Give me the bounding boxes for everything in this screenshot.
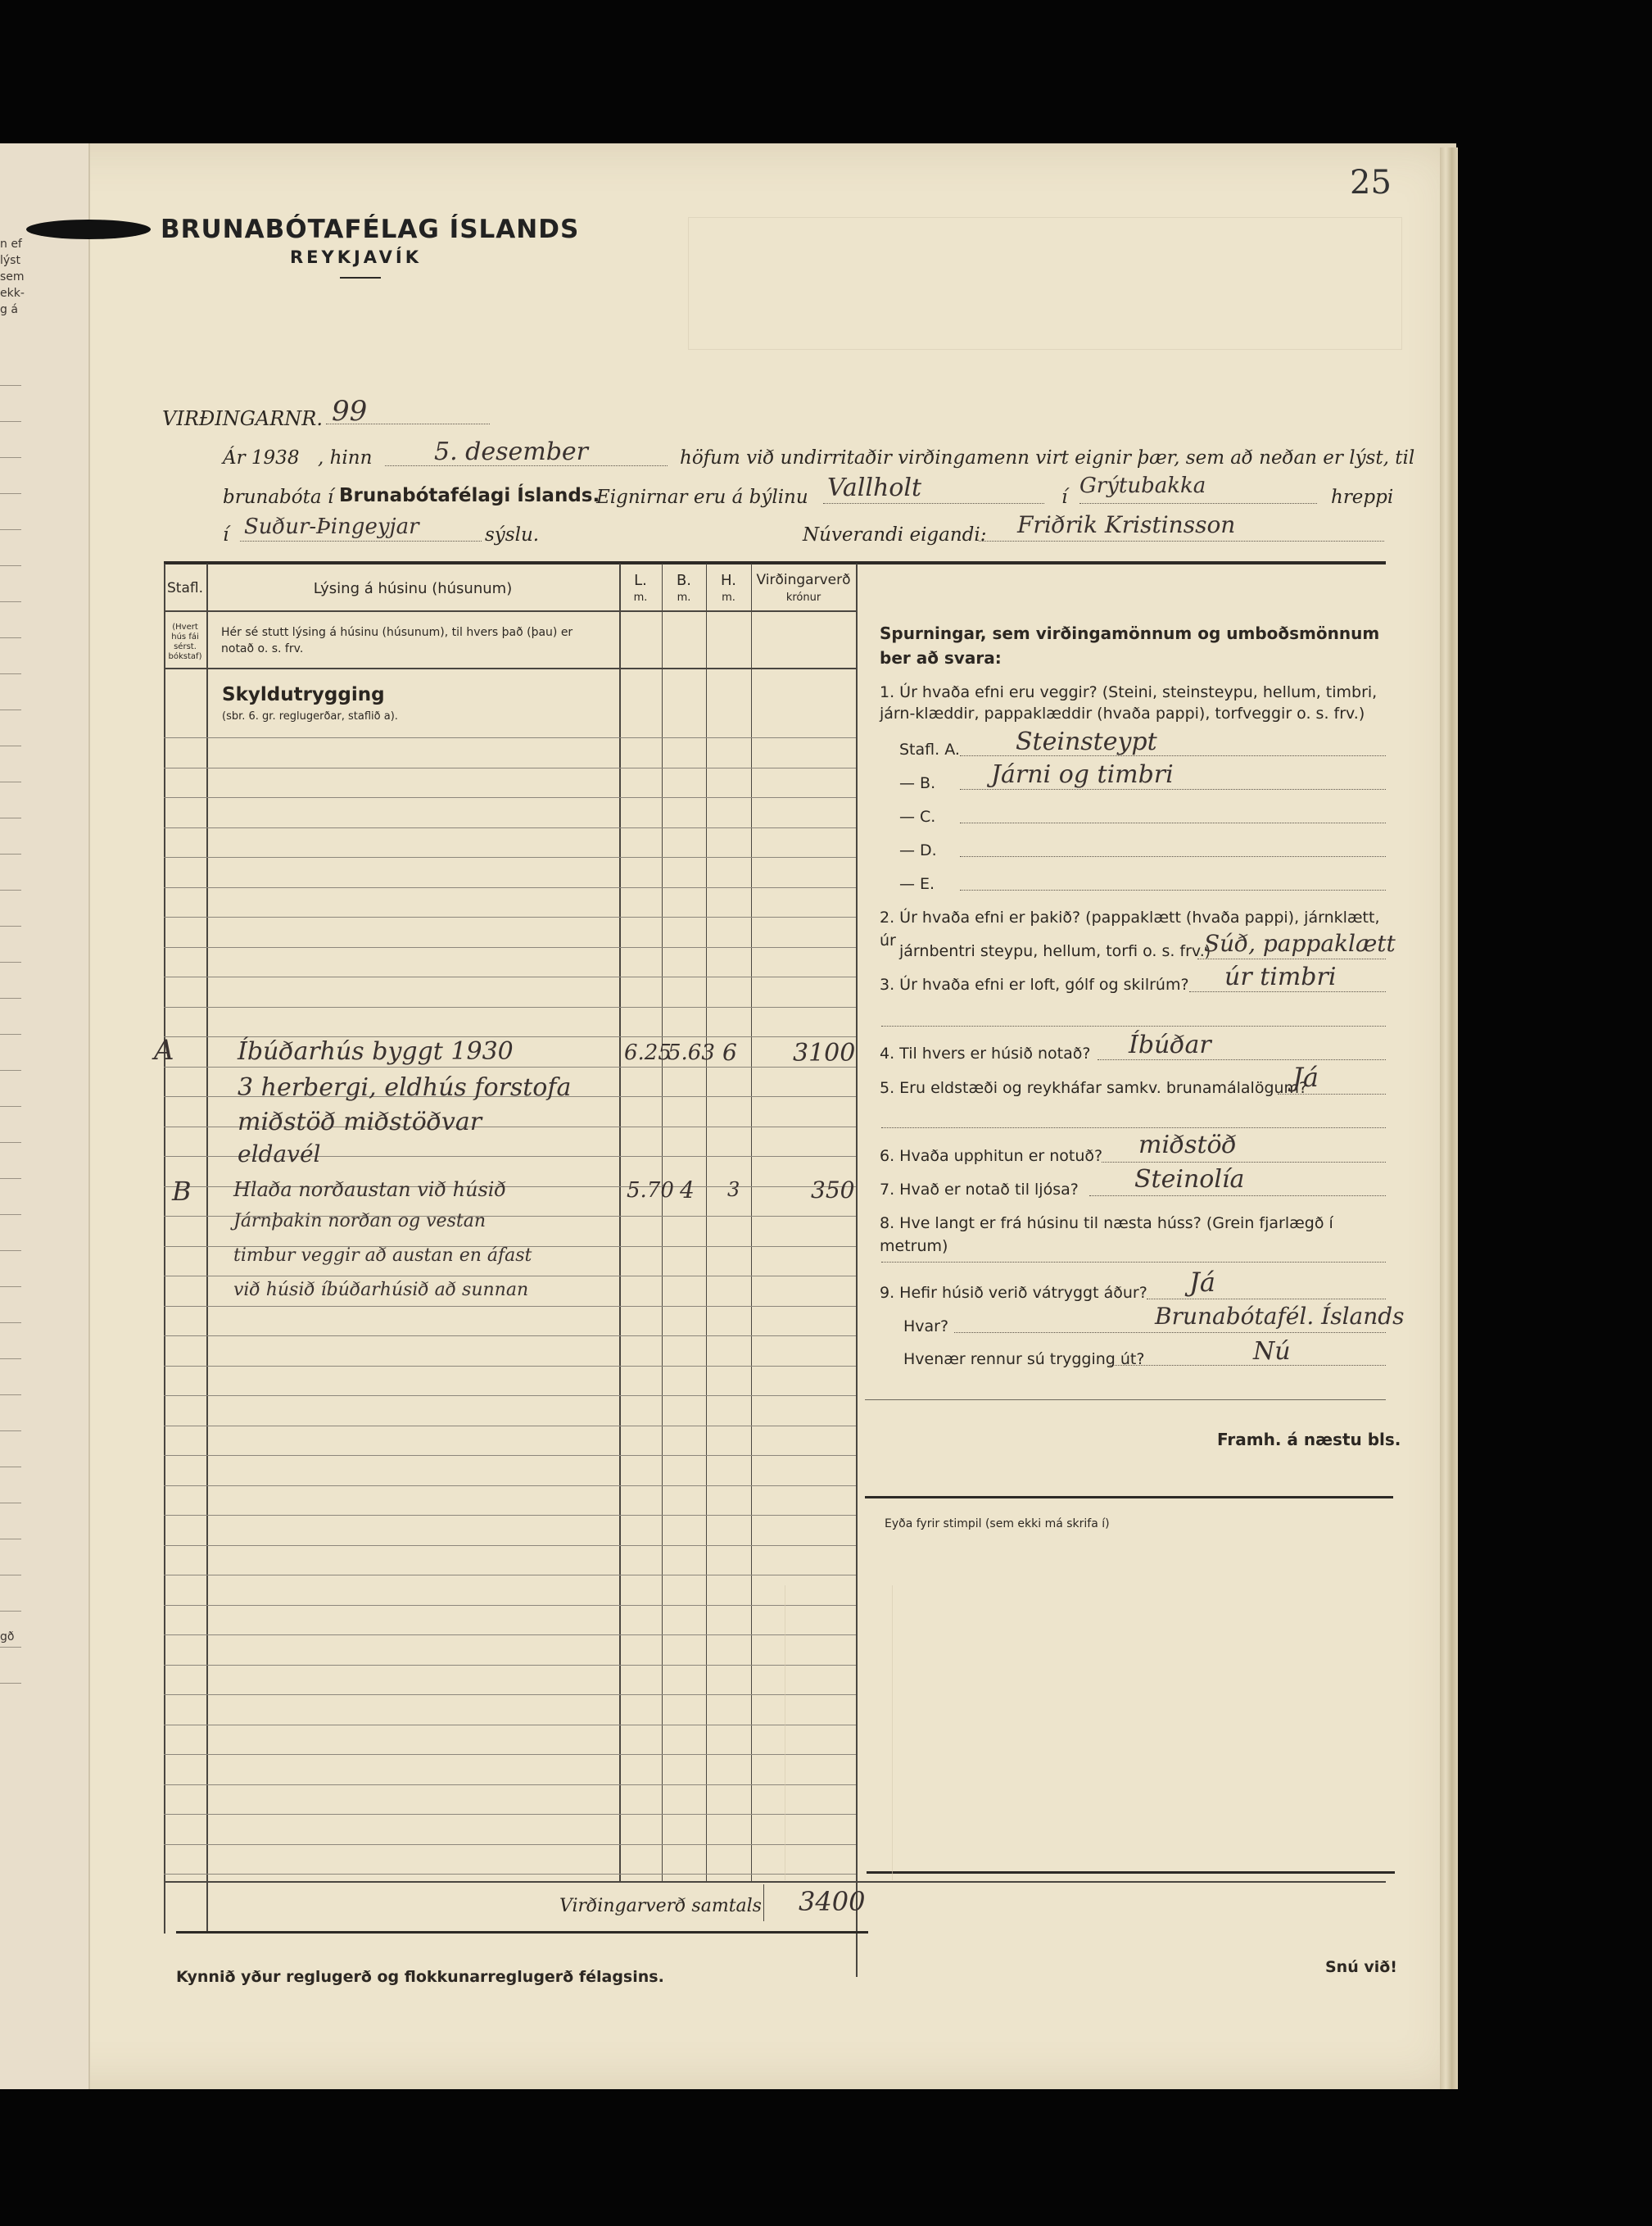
strip-ruled-line <box>0 1250 21 1251</box>
question-9: 9. Hefir húsið verið vátryggt áður? <box>880 1284 1147 1302</box>
row-b-value: 350 <box>811 1176 855 1204</box>
table-ruled-line <box>164 1844 856 1845</box>
question-2b: járnbentri steypu, hellum, torfi o. s. frv.) <box>899 942 1211 960</box>
total-value: 3400 <box>799 1886 866 1917</box>
header-bottom-line <box>164 610 856 612</box>
question-7: 7. Hvað er notað til ljósa? <box>880 1181 1079 1199</box>
strip-ruled-line <box>0 1611 21 1612</box>
stamp-note: Eyða fyrir stimpil (sem ekki má skrifa í) <box>885 1517 1110 1530</box>
question-3: 3. Úr hvaða efni er loft, gólf og skilrúm? <box>880 976 1189 994</box>
stafl-a-line <box>960 755 1386 756</box>
strip-text-2: lýst <box>0 254 20 267</box>
strip-text-1: n ef <box>0 238 22 251</box>
row-b-line-4: við húsið íbúðarhúsið að sunnan <box>233 1280 529 1300</box>
strip-ruled-line <box>0 1286 21 1287</box>
record-label: VIRÐINGARNR. <box>162 407 324 430</box>
header-B-unit: m. <box>677 592 691 604</box>
question-8: 8. Hve langt er frá húsinu til næsta húss? (Grein fjarlægð í metrum) <box>880 1214 1333 1255</box>
strip-ruled-line <box>0 1430 21 1431</box>
row-a-line-3: miðstöð miðstöðvar <box>238 1108 482 1136</box>
answer-5-line <box>1278 1094 1386 1095</box>
row-b-stafl: B <box>172 1176 192 1207</box>
table-ruled-line <box>164 1605 856 1606</box>
stafl-answer-a: Steinsteypt <box>1016 728 1157 756</box>
line2-prefix: brunabóta í <box>223 487 334 508</box>
answer-5: Já <box>1292 1062 1319 1093</box>
header-stafl: Stafl. <box>167 580 203 596</box>
stafl-label-c: — C. <box>899 808 936 826</box>
table-ruled-line <box>164 1754 856 1755</box>
municipality-underline <box>1079 503 1317 504</box>
strip-ruled-line <box>0 1394 21 1395</box>
record-number: 99 <box>332 395 368 428</box>
footer-regulations: Kynnið yður reglugerð og flokkunarreglugerð félagsins. <box>176 1968 664 1986</box>
stafl-answer-b: Járni og timbri <box>991 760 1174 789</box>
stafl-d-line <box>960 856 1386 857</box>
line3-i: í <box>223 524 229 546</box>
answer-6: miðstöð <box>1138 1131 1237 1159</box>
total-label: Virðingarverð samtals <box>559 1896 762 1916</box>
table-ruled-line <box>164 1694 856 1695</box>
org-name: BRUNABÓTAFÉLAG ÍSLANDS <box>161 215 580 244</box>
answer-4: Íbúðar <box>1129 1031 1211 1059</box>
strip-ruled-line <box>0 1647 21 1648</box>
owner-name: Friðrik Kristinsson <box>1017 511 1236 538</box>
municipality: Grýtubakka <box>1079 474 1206 498</box>
strip-ruled-line <box>0 1106 21 1107</box>
org-city: REYKJAVÍK <box>290 247 422 267</box>
answer-9-where-line <box>954 1332 1386 1333</box>
strip-ruled-line <box>0 1322 21 1323</box>
document-page <box>0 143 1456 2089</box>
syslu-text: sýslu. <box>485 524 540 546</box>
q5-extra-line <box>881 1127 1386 1128</box>
strip-text-5: g á <box>0 303 18 316</box>
page-edge <box>1440 147 1458 2089</box>
answer-3-line <box>1189 991 1386 992</box>
company-name: Brunabótafélagi Íslands. <box>339 485 600 506</box>
question-9-where: Hvar? <box>903 1317 949 1335</box>
line1-text: höfum við undirritaðir virðingamenn virt eignir þær, sem að neðan er lýst, til <box>680 447 1415 469</box>
county-underline <box>240 541 482 542</box>
row-a-B: 5.63 <box>668 1040 715 1065</box>
year-text: Ár 1938 <box>223 447 300 469</box>
owner-label: Núverandi eigandi: <box>803 524 987 546</box>
total-value-divider <box>763 1884 764 1921</box>
table-ruled-line <box>164 1366 856 1367</box>
hinn-text: , hinn <box>318 447 373 469</box>
answer-6-line <box>1102 1162 1386 1163</box>
stafl-label-d: — D. <box>899 841 937 859</box>
strip-ruled-line <box>0 854 21 855</box>
stafl-label-a: Stafl. A. <box>899 741 960 759</box>
row-a-line-2: 3 herbergi, eldhús forstofa <box>238 1073 572 1102</box>
strip-ruled-line <box>0 1358 21 1359</box>
table-ruled-line <box>164 1814 856 1815</box>
row-a-L: 6.25 <box>624 1040 672 1065</box>
table-ruled-line <box>164 917 856 918</box>
strip-text-3: sem <box>0 270 25 283</box>
row-b-B: 4 <box>680 1176 695 1204</box>
strip-ruled-line <box>0 890 21 891</box>
questions-heading: Spurningar, sem virðingamönnum og umboðsmönnum ber að svara: <box>880 623 1380 668</box>
table-ruled-line <box>164 1455 856 1456</box>
answer-2: Súð, pappaklætt <box>1204 930 1396 957</box>
table-ruled-line <box>164 947 856 948</box>
answer-9-when-line <box>1110 1365 1386 1366</box>
table-ruled-line <box>164 1395 856 1396</box>
header-L: L. <box>634 572 647 589</box>
strip-ruled-line <box>0 1683 21 1684</box>
header-H-unit: m. <box>722 592 735 604</box>
strip-ruled-line <box>0 493 21 494</box>
row-b-H: 3 <box>727 1178 740 1201</box>
question-5: 5. Eru eldstæði og reykháfar samkv. brunamálalögum? <box>880 1079 1308 1097</box>
strip-ruled-line <box>0 1214 21 1215</box>
strip-ruled-line <box>0 421 21 422</box>
strip-ruled-line <box>0 385 21 386</box>
L-divider <box>662 564 663 1881</box>
stafl-e-line <box>960 890 1386 891</box>
row-a-H: 6 <box>722 1039 737 1066</box>
table-ruled-line <box>164 1874 856 1875</box>
row-b-line-3: timbur veggir að austan en áfast <box>233 1245 532 1266</box>
answer-9: Já <box>1189 1267 1215 1298</box>
county: Suður-Þingeyjar <box>244 515 419 539</box>
q3-extra-line <box>881 1026 1386 1027</box>
table-left-border <box>164 564 165 1934</box>
note-description: Hér sé stutt lýsing á húsinu (húsunum), til hvers það (þau) er notað o. s. frv. <box>221 626 573 655</box>
strip-text-4: ekk- <box>0 287 25 300</box>
header-value-unit: krónur <box>785 592 821 604</box>
section-title: Skyldutrygging <box>222 684 385 705</box>
header-H: H. <box>721 572 736 589</box>
top-rule <box>164 561 1386 564</box>
stafl-b-line <box>960 789 1386 790</box>
strip-ruled-line <box>0 601 21 602</box>
answer-3: úr timbri <box>1224 963 1337 991</box>
strip-ruled-line <box>0 926 21 927</box>
header-description: Lýsing á húsinu (húsunum) <box>313 580 513 597</box>
table-ruled-line <box>164 1665 856 1666</box>
page-number: 25 <box>1350 164 1392 202</box>
row-b-line-2: Járnþakin norðan og vestan <box>233 1211 486 1231</box>
header-value: Virðingarverð <box>756 572 851 588</box>
table-ruled-line <box>164 1067 856 1068</box>
table-ruled-line <box>164 797 856 798</box>
table-ruled-line <box>164 827 856 828</box>
table-ruled-line <box>164 1007 856 1008</box>
strip-ruled-line <box>0 962 21 963</box>
strip-text-6: gð <box>0 1630 15 1643</box>
bleed-through-box <box>688 217 1402 350</box>
question-9-when: Hvenær rennur sú trygging út? <box>903 1350 1145 1368</box>
desc-divider <box>619 564 621 1881</box>
table-ruled-line <box>164 737 856 738</box>
stafl-divider <box>206 564 208 1934</box>
previous-page-strip <box>0 143 90 2089</box>
strip-ruled-line <box>0 457 21 458</box>
question-4: 4. Til hvers er húsið notað? <box>880 1045 1091 1063</box>
row-b-L: 5.70 <box>627 1178 674 1203</box>
stafl-label-e: — E. <box>899 875 935 893</box>
strip-ruled-line <box>0 1070 21 1071</box>
line2-text: Eignirnar eru á býlinu <box>596 487 808 508</box>
table-ruled-line <box>164 1545 856 1546</box>
strip-ruled-line <box>0 673 21 674</box>
row-a-line-1: Íbúðarhús byggt 1930 <box>238 1037 514 1066</box>
H-divider <box>751 564 752 1881</box>
row-a-stafl: A <box>154 1034 174 1067</box>
strip-ruled-line <box>0 529 21 530</box>
section-subtitle: (sbr. 6. gr. reglugerðar, staflið a). <box>222 710 398 723</box>
farm-underline <box>823 503 1044 504</box>
total-top-line <box>164 1881 1386 1883</box>
stamp-bottom-rule <box>867 1871 1395 1874</box>
row-b-line-1: Hlaða norðaustan við húsið <box>233 1178 506 1201</box>
answer-7-line <box>1089 1195 1386 1196</box>
table-ruled-line <box>164 1306 856 1307</box>
note-stafl: (Hvert hús fái sérst. bókstaf) <box>168 623 202 661</box>
answer-9-when: Nú <box>1253 1337 1291 1366</box>
answer-7: Steinolía <box>1134 1165 1245 1194</box>
question-2a: 2. Úr hvaða efni er þakið? (pappaklætt (hvaða pappi), járnklætt, úr <box>880 909 1380 950</box>
continued-note: Framh. á næstu bls. <box>1217 1430 1401 1449</box>
question-1: 1. Úr hvaða efni eru veggir? (Steini, steinsteypu, hellum, timbri, járn-klæddir, pappaklæddir (hvaða pappi), torfveggir o. s. frv.) <box>880 683 1378 723</box>
stafl-label-b: — B. <box>899 774 936 792</box>
table-ruled-line <box>164 1335 856 1336</box>
owner-underline <box>979 541 1384 542</box>
date-underline <box>385 465 668 466</box>
answer-9-where: Brunabótafél. Íslands <box>1155 1303 1405 1330</box>
table-ruled-line <box>164 1634 856 1635</box>
hreppi-text: hreppi <box>1331 487 1394 508</box>
strip-ruled-line <box>0 637 21 638</box>
strip-ruled-line <box>0 998 21 999</box>
table-ruled-line <box>164 857 856 858</box>
row-a-value: 3100 <box>793 1039 856 1068</box>
table-ruled-line <box>164 1515 856 1516</box>
valuation-date: 5. desember <box>434 437 589 466</box>
binding-ring-icon <box>23 215 154 244</box>
strip-ruled-line <box>0 565 21 566</box>
answer-8-line <box>881 1262 1386 1263</box>
line2-i: í <box>1061 487 1068 508</box>
header-L-unit: m. <box>633 592 648 604</box>
table-ruled-line <box>164 887 856 888</box>
table-ruled-line <box>164 1485 856 1486</box>
bleed-through-columns <box>785 1585 893 1880</box>
footer-turn-over: Snú við! <box>1325 1958 1397 1976</box>
row-a-line-4: eldavél <box>238 1140 321 1167</box>
strip-ruled-line <box>0 1178 21 1179</box>
header-divider <box>340 277 381 279</box>
header-B: B. <box>676 572 692 589</box>
answer-4-line <box>1098 1059 1386 1060</box>
stamp-top-rule <box>865 1496 1393 1498</box>
questions-divider <box>865 1399 1386 1400</box>
farm-name: Vallholt <box>827 474 922 502</box>
B-divider <box>706 564 707 1881</box>
strip-ruled-line <box>0 1034 21 1035</box>
table-ruled-line <box>164 1784 856 1785</box>
note-bottom-line <box>164 668 856 669</box>
strip-ruled-line <box>0 1142 21 1143</box>
question-6: 6. Hvaða upphitun er notuð? <box>880 1147 1103 1165</box>
bottom-rule <box>176 1931 868 1934</box>
